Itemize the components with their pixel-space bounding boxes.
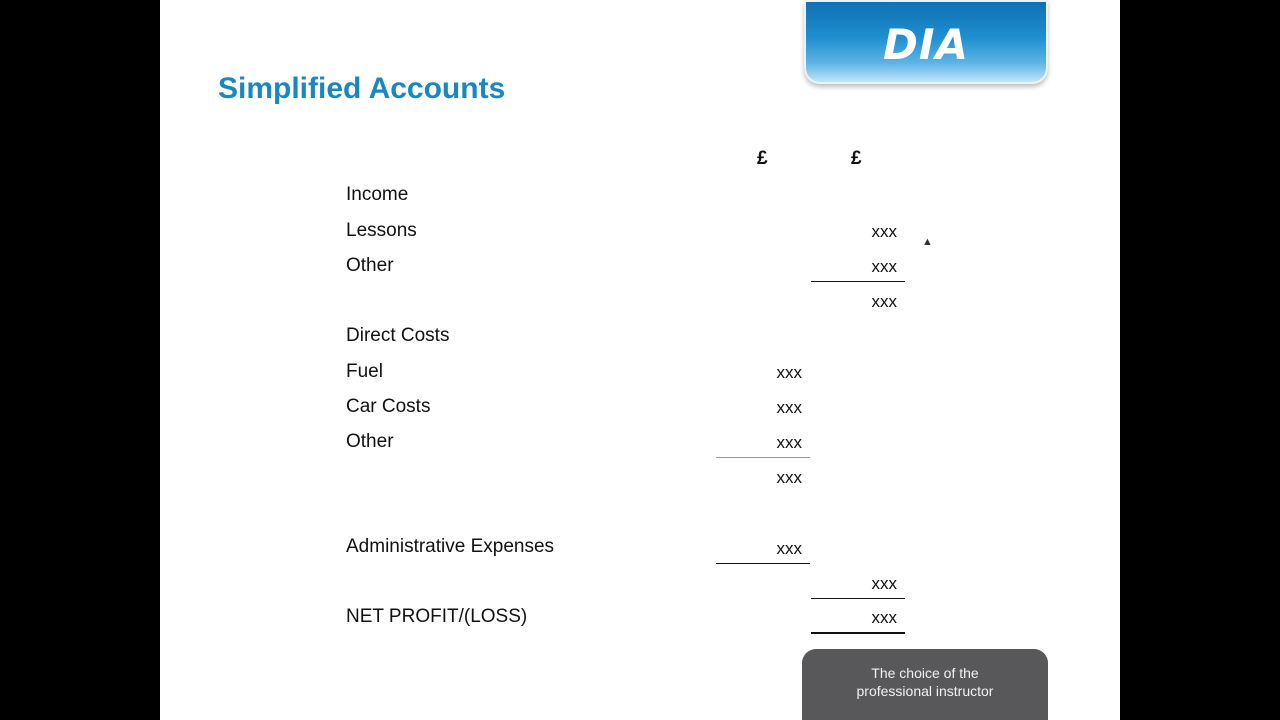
logo-text: DIA <box>883 20 969 69</box>
lessons-label: Lessons <box>346 220 417 241</box>
income-heading: Income <box>346 184 409 205</box>
fuel-value: xxx <box>776 363 802 382</box>
car-costs-value: xxx <box>776 398 802 417</box>
direct-costs-rule <box>716 457 810 458</box>
admin-rule <box>716 563 810 564</box>
tagline-line-2: professional instructor <box>856 683 994 699</box>
car-costs-label: Car Costs <box>346 396 431 417</box>
net-profit-rule <box>811 632 905 634</box>
mouse-cursor-icon: ▲ <box>922 236 933 248</box>
tagline-line-1: The choice of the <box>871 665 979 681</box>
other-income-value: xxx <box>871 257 897 276</box>
admin-expenses-label: Administrative Expenses <box>346 536 555 557</box>
tagline-box <box>802 649 1048 720</box>
admin-expenses-value: xxx <box>776 539 802 558</box>
currency-header-2: £ <box>851 148 862 169</box>
page-title: Simplified Accounts <box>218 72 506 105</box>
net-profit-label: NET PROFIT/(LOSS) <box>346 606 528 627</box>
net-profit-value: xxx <box>871 608 897 627</box>
direct-total-value: xxx <box>776 468 802 487</box>
lessons-value: xxx <box>871 222 897 241</box>
subtotal-value: xxx <box>871 574 897 593</box>
other-costs-label: Other <box>346 431 394 452</box>
direct-costs-heading: Direct Costs <box>346 325 450 346</box>
income-rule <box>811 281 905 282</box>
other-costs-value: xxx <box>776 433 802 452</box>
currency-header-1: £ <box>757 148 768 169</box>
income-total-value: xxx <box>871 292 897 311</box>
dia-logo <box>804 0 1048 84</box>
subtotal-rule <box>811 598 905 599</box>
slide <box>160 0 1120 720</box>
other-income-label: Other <box>346 255 394 276</box>
fuel-label: Fuel <box>346 361 383 382</box>
